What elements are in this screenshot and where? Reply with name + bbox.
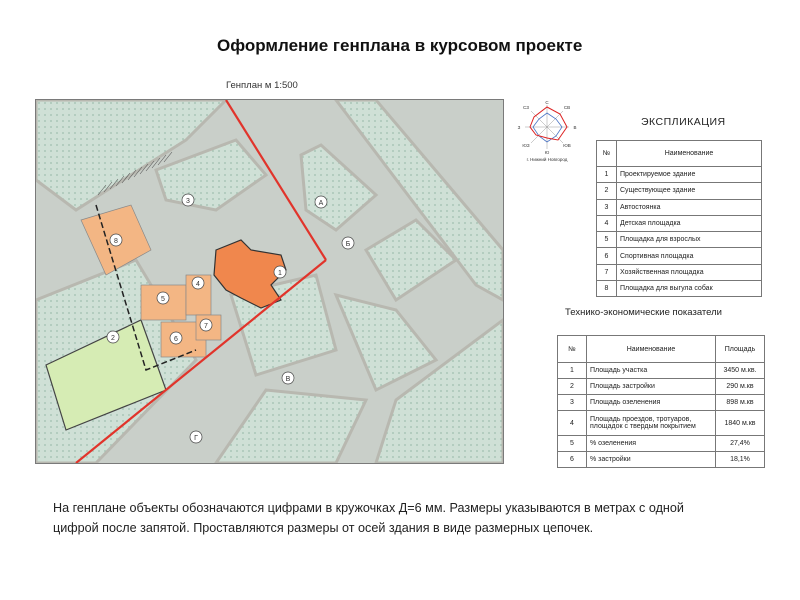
axis-label-d: Г [194,435,198,442]
tep-col-area: Площадь [716,336,765,363]
wind-dir-w: З [517,125,521,130]
wind-dir-e: В [573,125,577,130]
site-plan [35,99,504,464]
axis-label-a: А [318,200,324,207]
marker-label-6: 6 [174,336,178,343]
wind-dir-se: ЮВ [563,143,571,148]
table-row: 5 % озеленения 27,4% [558,436,765,452]
explication-col-name: Наименование [617,141,762,167]
tep-title: Технико-экономические показатели [565,307,722,318]
table-row: 1 Проектируемое здание [597,167,762,183]
tep-table [557,335,765,468]
table-row: 6 Спортивная площадка [597,248,762,264]
axis-label-b: Б [345,241,351,248]
table-row: 3 Автостоянка [597,199,762,215]
explication-header-row [597,141,762,167]
explication-col-num: № [597,141,617,167]
axis-label-c: В [285,376,291,383]
explication-table [596,140,762,297]
marker-label-8: 8 [114,238,118,245]
tep-header-row [558,336,765,363]
tep-col-num: № [558,336,587,363]
marker-label-4: 4 [196,281,200,288]
marker-label-2: 2 [111,335,115,342]
wind-dir-n: С [545,100,549,105]
table-row: 6 % застройки 18,1% [558,452,765,468]
marker-label-7: 7 [204,323,208,330]
note-text: На генплане объекты обозначаются цифрами в кружочках Д=6 мм. Размеры указываются в метрах с одной цифрой после запятой. Проставляются размеры от осей здания в виде размерных цепочек. [53,501,684,535]
wind-rose [512,99,582,163]
table-row: 7 Хозяйственная площадка [597,264,762,280]
tep-col-name: Наименование [587,336,716,363]
marker-label-5: 5 [161,296,165,303]
table-row: 2 Существующее здание [597,183,762,199]
marker-label-3: 3 [186,198,190,205]
wind-dir-ne: СВ [563,105,571,110]
page-title: Оформление генплана в курсовом проекте [217,36,583,55]
table-row: 3 Площадь озеленения 898 м.кв [558,395,765,411]
wind-dir-sw: ЮЗ [522,143,530,148]
table-row: 4 Детская площадка [597,215,762,231]
plan-scale-label: Генплан м 1:500 [226,80,298,91]
table-row: 8 Площадка для выгула собак [597,281,762,297]
explication-title: ЭКСПЛИКАЦИЯ [641,116,726,128]
wind-rose-city: г. Нижний Новгород [526,157,568,162]
table-row: 4 Площадь проездов, тротуаров, площадок с твердым покрытием 1840 м.кв [558,411,765,436]
wind-dir-nw: СЗ [523,105,529,110]
table-row: 1 Площадь участка 3450 м.кв. [558,363,765,379]
table-row: 2 Площадь застройки 290 м.кв [558,379,765,395]
table-row: 5 Площадка для взрослых [597,232,762,248]
wind-dir-s: Ю [544,150,550,155]
marker-label-1: 1 [278,270,282,277]
